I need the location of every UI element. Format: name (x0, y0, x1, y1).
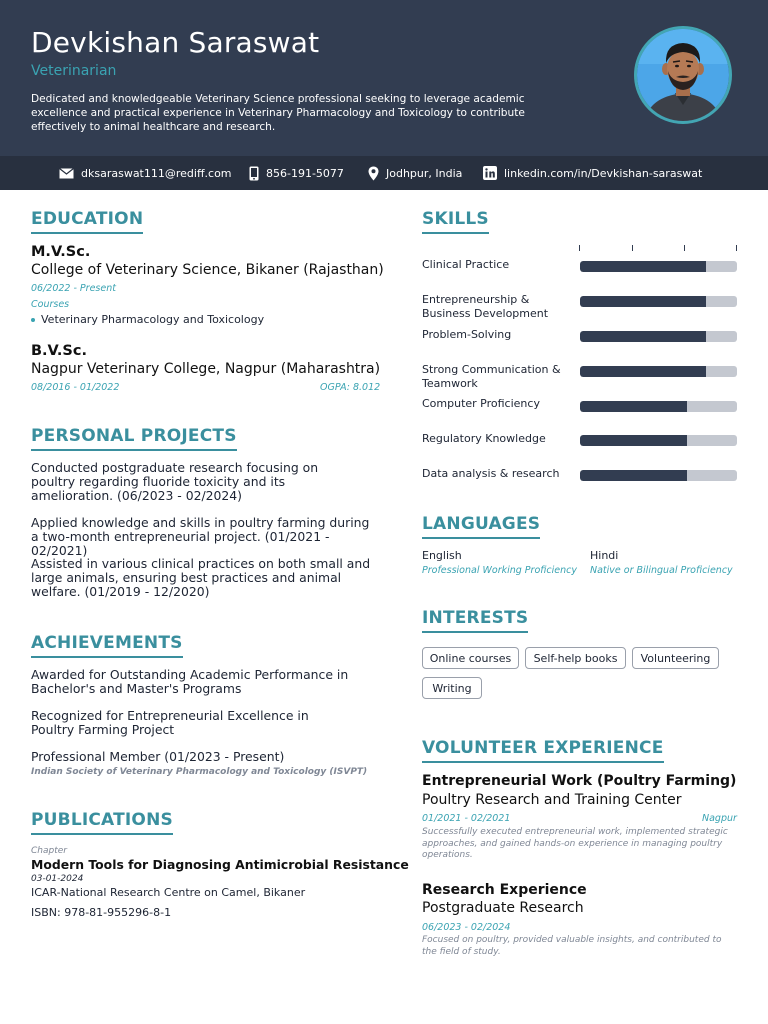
scale-tick (736, 245, 737, 251)
publication-type: Chapter (31, 846, 67, 856)
course-item (31, 313, 264, 326)
project-item: Assisted in various clinical practices on both small and large animals, ensuring best practices and animal welfare. (01/2019 - 12/2020) (31, 556, 371, 599)
bullet-icon (31, 318, 35, 322)
degree-title: B.V.Sc. (31, 343, 87, 359)
scale-tick (579, 245, 580, 251)
contact-bar (0, 156, 768, 190)
skill-bar (580, 401, 737, 412)
language-level: Native or Bilingual Proficiency (590, 565, 733, 576)
envelope-icon (59, 168, 74, 179)
projects-heading: PERSONAL PROJECTS (31, 426, 237, 451)
volunteer-description: Successfully executed entrepreneurial work, implemented strategic approaches, and gained hands-on experience in managing poultry operations. (422, 827, 728, 860)
skill-bar-fill (580, 261, 706, 272)
profile-summary: Dedicated and knowledgeable Veterinary Science professional seeking to leverage academic excellence and practical experience in Veterinary Pharmacology and Toxicology to contribute effectively to animal healthcare and research. (31, 93, 525, 133)
education-ogpa: OGPA: 8.012 (320, 382, 381, 393)
school-name: Nagpur Veterinary College, Nagpur (Maharashtra) (31, 361, 381, 377)
publication-date: 03-01-2024 (31, 874, 84, 884)
interest-tag: Self-help books (525, 647, 626, 669)
linkedin-text: linkedin.com/in/Devkishan-saraswat (504, 166, 703, 180)
education-dates: 08/2016 - 01/2022 (31, 382, 120, 393)
volunteer-role: Entrepreneurial Work (Poultry Farming) (422, 773, 737, 789)
candidate-name: Devkishan Saraswat (31, 26, 320, 59)
publication-publisher: ICAR-National Research Centre on Camel, Bikaner (31, 886, 306, 899)
skill-bar (580, 435, 737, 446)
phone-text: 856-191-5077 (266, 166, 344, 180)
publication-isbn: ISBN: 978-81-955296-8-1 (31, 906, 172, 919)
volunteer-description: Focused on poultry, provided valuable insights, and contributed to the field of study. (422, 935, 722, 957)
interest-tag: Volunteering (632, 647, 719, 669)
project-item: Applied knowledge and skills in poultry farming during a two-month entrepreneurial project. (01/2021 - 02/2021) (31, 515, 370, 558)
email-text: dksaraswat111@rediff.com (81, 166, 232, 180)
skill-bar-fill (580, 296, 706, 307)
achievement-item: Professional Member (01/2023 - Present) (31, 749, 285, 764)
publications-heading: PUBLICATIONS (31, 810, 173, 835)
skill-label: Entrepreneurship & Business Development (422, 293, 549, 320)
skill-bar (580, 261, 737, 272)
skill-bar-fill (580, 331, 706, 342)
membership-org: Indian Society of Veterinary Pharmacology and Toxicology (ISVPT) (31, 767, 368, 777)
skill-label: Problem-Solving (422, 328, 512, 341)
contact-phone[interactable] (249, 156, 344, 190)
candidate-role: Veterinarian (31, 63, 117, 79)
degree-title: M.V.Sc. (31, 244, 91, 260)
contact-linkedin[interactable] (483, 156, 702, 190)
language-level: Professional Working Proficiency (422, 565, 577, 576)
school-name: College of Veterinary Science, Bikaner (Rajasthan) (31, 262, 384, 278)
courses-label: Courses (31, 299, 70, 310)
achievement-item: Awarded for Outstanding Academic Performance in Bachelor's and Master's Programs (31, 667, 349, 696)
linkedin-icon (483, 166, 497, 180)
contact-email[interactable] (59, 156, 232, 190)
skill-bar-fill (580, 470, 687, 481)
skill-bar (580, 296, 737, 307)
scale-tick (632, 245, 633, 251)
volunteer-org: Postgraduate Research (422, 900, 584, 916)
languages-heading: LANGUAGES (422, 514, 540, 539)
volunteer-dates: 06/2023 - 02/2024 (422, 922, 511, 933)
skill-bar (580, 470, 737, 481)
interest-tag: Online courses (422, 647, 519, 669)
skill-label: Strong Communication & Teamwork (422, 363, 561, 390)
publication-title: Modern Tools for Diagnosing Antimicrobial Resistance (31, 857, 409, 872)
skill-bar (580, 331, 737, 342)
project-item: Conducted postgraduate research focusing on poultry regarding fluoride toxicity and its amelioration. (06/2023 - 02/2024) (31, 460, 319, 503)
location-text: Jodhpur, India (386, 166, 463, 180)
language-name: Hindi (590, 549, 619, 562)
skill-label: Data analysis & research (422, 467, 560, 480)
skill-label: Regulatory Knowledge (422, 432, 546, 445)
interests-heading: INTERESTS (422, 608, 528, 633)
contact-location (368, 156, 462, 190)
skill-bar-fill (580, 366, 706, 377)
volunteer-location: Nagpur (702, 813, 737, 824)
scale-tick (684, 245, 685, 251)
language-name: English (422, 549, 462, 562)
interest-tag: Writing (422, 677, 482, 699)
map-pin-icon (368, 166, 379, 181)
achievements-heading: ACHIEVEMENTS (31, 633, 183, 658)
person-portrait-image (637, 29, 729, 121)
resume-header (0, 0, 768, 156)
achievement-item: Recognized for Entrepreneurial Excellence in Poultry Farming Project (31, 708, 309, 737)
skill-label: Computer Proficiency (422, 397, 540, 410)
volunteer-role: Research Experience (422, 882, 587, 898)
mobile-phone-icon (249, 166, 259, 181)
skills-heading: SKILLS (422, 209, 489, 234)
education-dates: 06/2022 - Present (31, 283, 116, 294)
skill-bar-fill (580, 435, 687, 446)
skill-bar-fill (580, 401, 687, 412)
course-text: Veterinary Pharmacology and Toxicology (41, 313, 265, 326)
volunteer-org: Poultry Research and Training Center (422, 792, 682, 808)
profile-photo (634, 26, 732, 124)
education-heading: EDUCATION (31, 209, 143, 234)
volunteer-dates: 01/2021 - 02/2021 (422, 813, 511, 824)
volunteer-heading: VOLUNTEER EXPERIENCE (422, 738, 664, 763)
skill-bar (580, 366, 737, 377)
skill-label: Clinical Practice (422, 258, 510, 271)
